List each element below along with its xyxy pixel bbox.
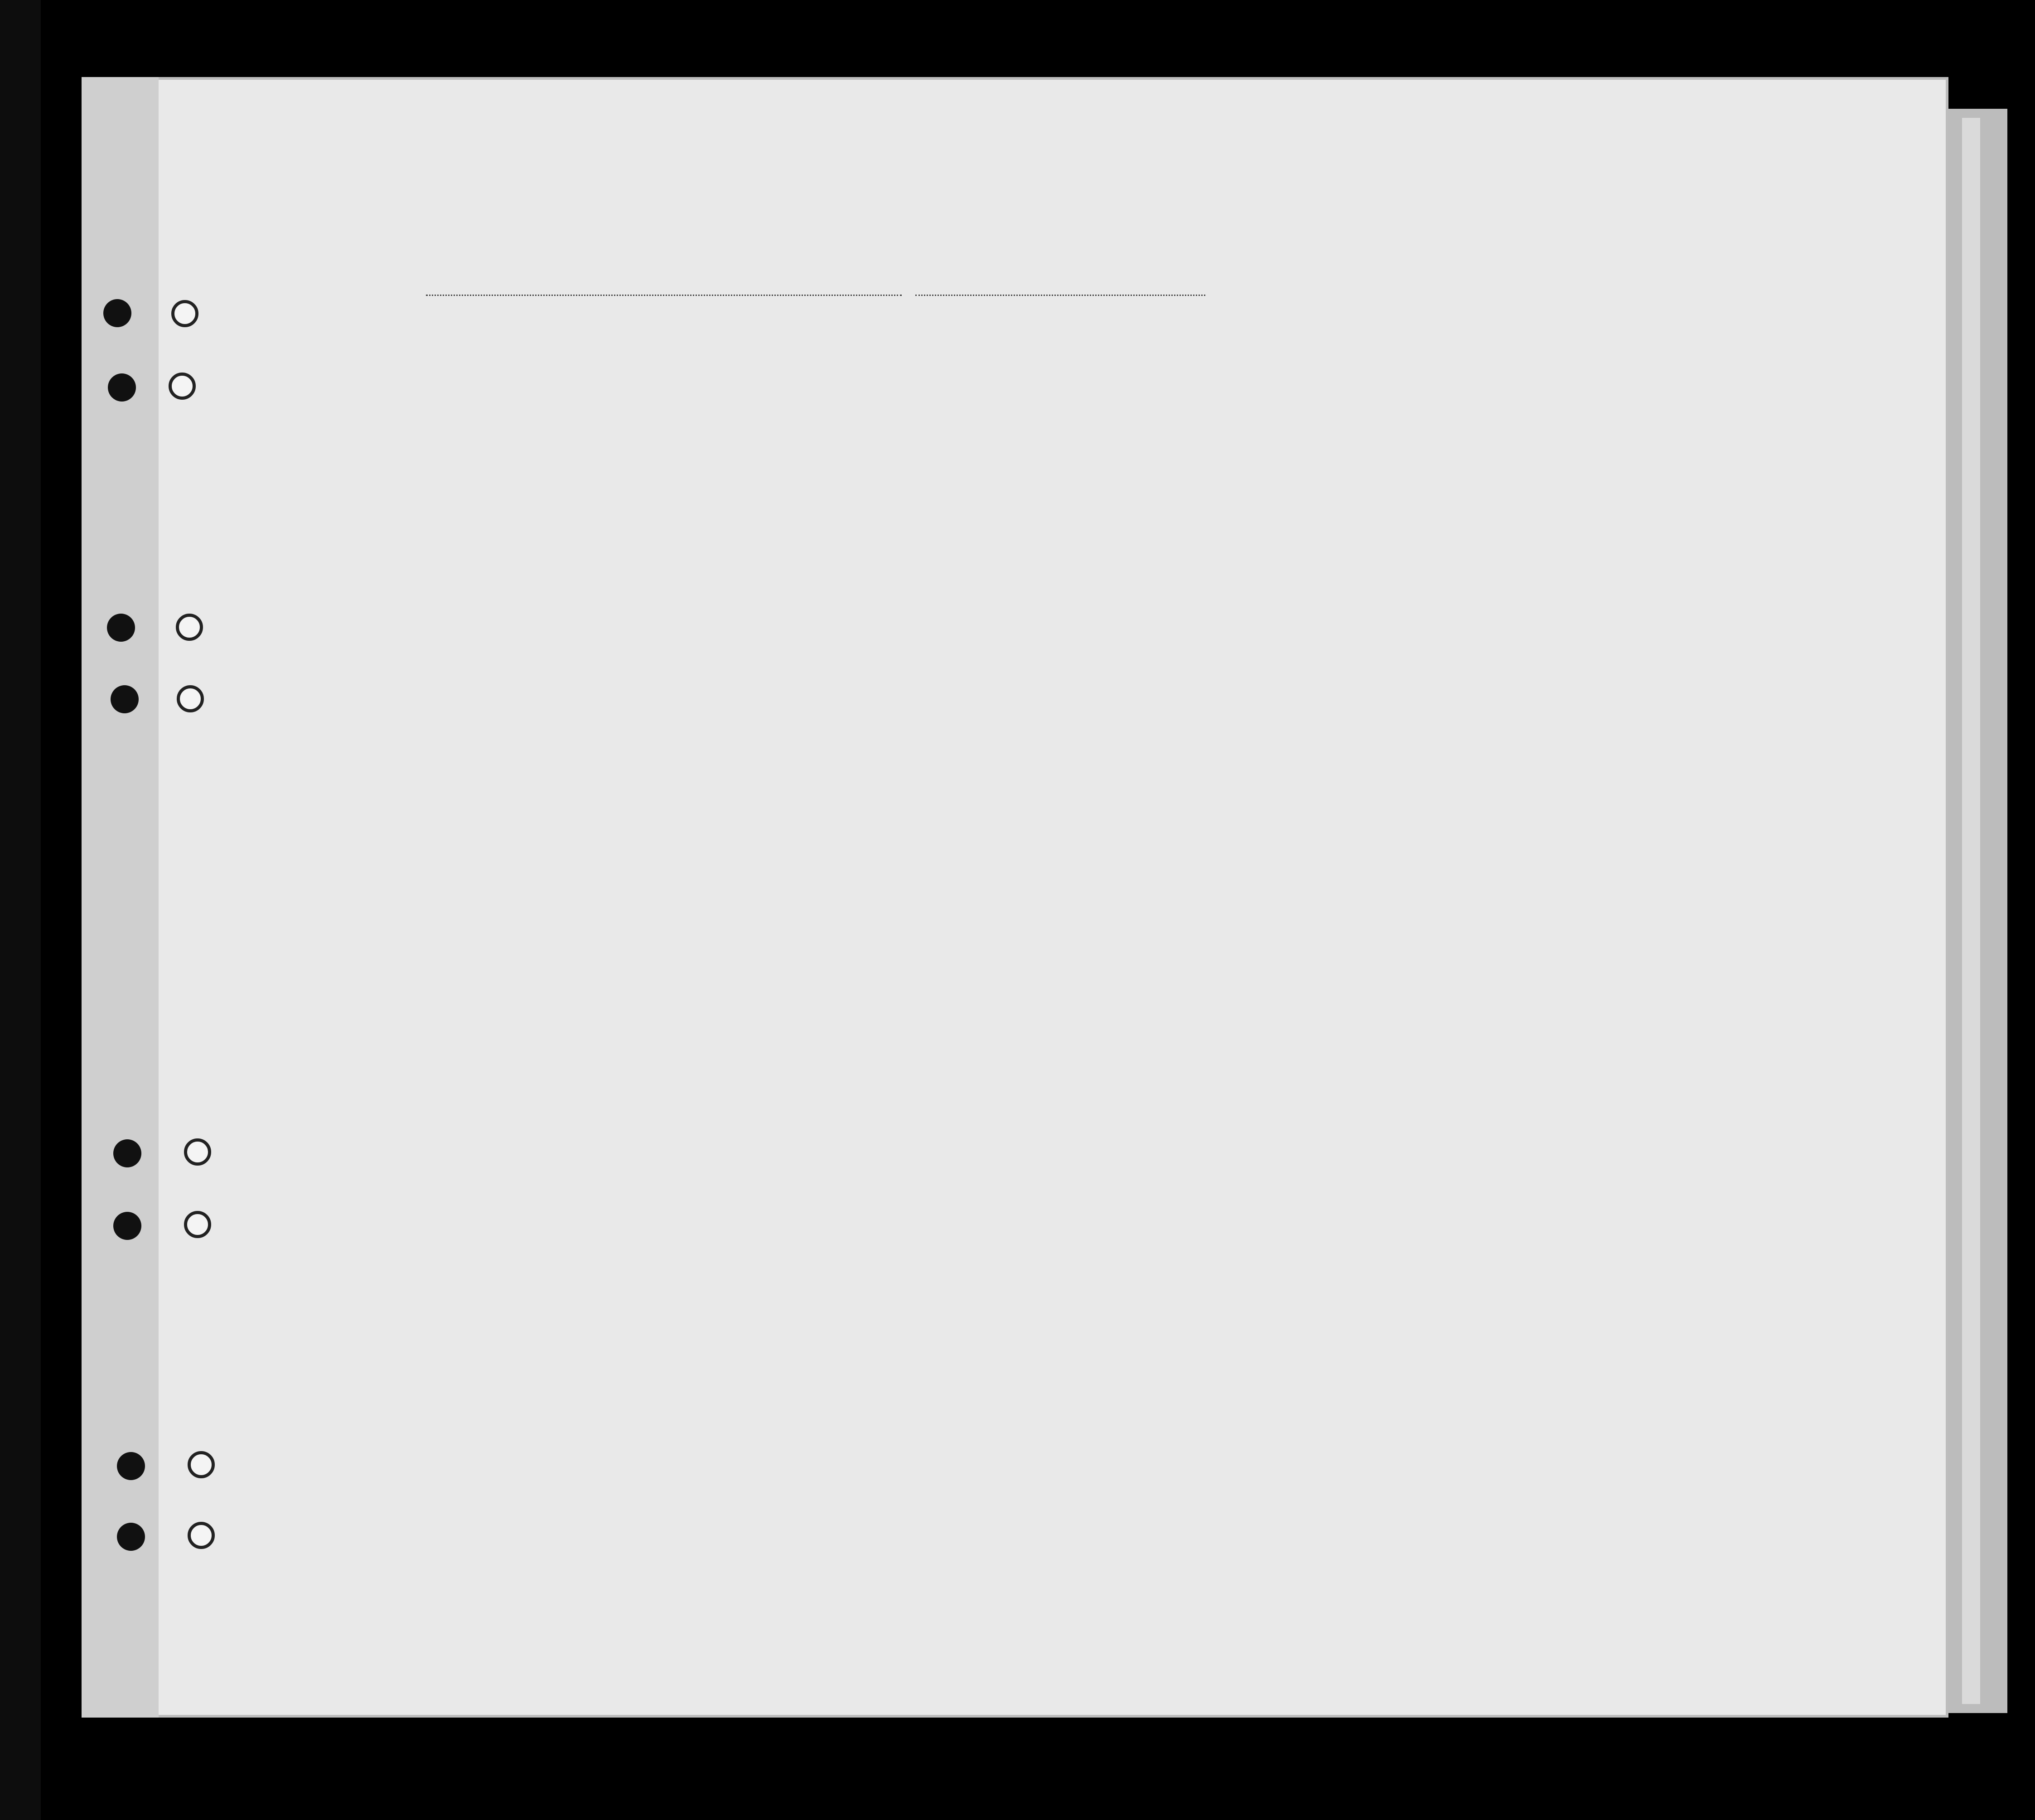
date-dotted-line — [915, 295, 1205, 296]
scan-edge — [0, 0, 41, 1820]
page-stack-edge-inner — [1962, 118, 1980, 1704]
manifest-table — [82, 304, 1948, 1609]
port-dotted-line — [426, 295, 902, 296]
